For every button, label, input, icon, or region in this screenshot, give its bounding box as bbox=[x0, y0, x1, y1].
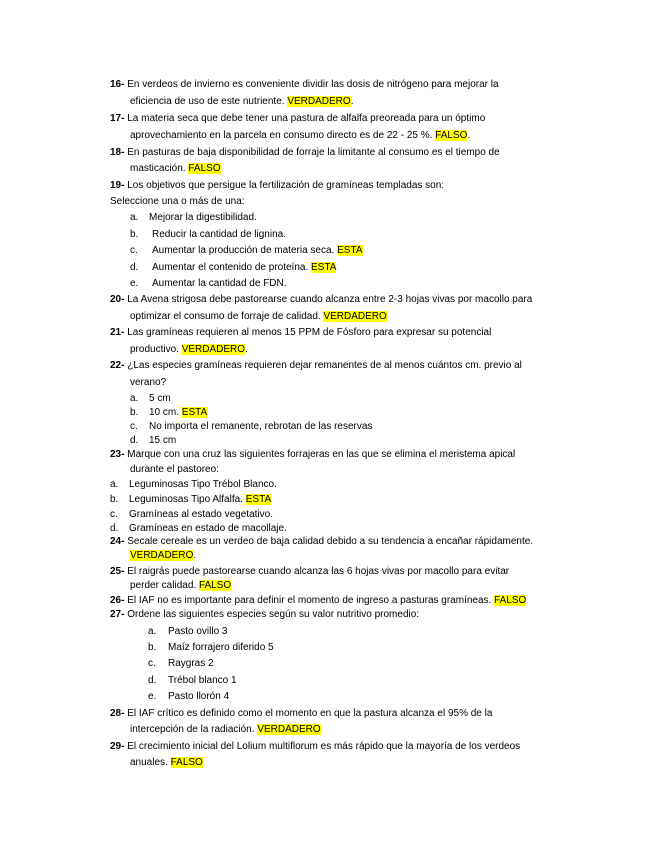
q19-option-d bbox=[130, 261, 337, 274]
q28-text-2: intercepción de la radiación. bbox=[130, 724, 255, 735]
q26-number: 26- bbox=[110, 595, 125, 606]
q27-option-text: Maíz forrajero diferido 5 bbox=[168, 642, 274, 653]
q23-line-1 bbox=[110, 448, 515, 461]
q19-option-c-answer: ESTA bbox=[337, 245, 363, 256]
q27-option-text: Raygras 2 bbox=[168, 658, 214, 669]
q19-option-text: Aumentar el contenido de proteína. bbox=[152, 262, 309, 273]
q18-number: 18- bbox=[110, 147, 125, 158]
q22-option-letter: a. bbox=[130, 393, 139, 404]
q29-line-2 bbox=[130, 756, 203, 769]
q16-line-2 bbox=[130, 95, 353, 108]
q22-option-letter: b. bbox=[130, 407, 139, 418]
q17-text-2: aprovechamiento en la parcela en consumo directo es de 22 - 25 %. bbox=[130, 130, 433, 141]
q27-number: 27- bbox=[110, 609, 125, 620]
q24-answer: VERDADERO bbox=[130, 550, 194, 561]
q23-option-letter: a. bbox=[110, 479, 119, 490]
q22-option-b-answer: ESTA bbox=[181, 407, 208, 418]
q27-option-text: Trébol blanco 1 bbox=[168, 675, 237, 686]
q16-text: En verdeos de invierno es conveniente dividir las dosis de nitrógeno para mejorar la bbox=[127, 79, 499, 90]
q19-option-letter: d. bbox=[130, 262, 139, 273]
q28-line-1 bbox=[110, 707, 492, 720]
q19-option-letter: a. bbox=[130, 212, 139, 223]
q22-option-text: 10 cm. bbox=[149, 407, 180, 418]
q29-line-1 bbox=[110, 740, 520, 753]
q19-option-c bbox=[130, 244, 363, 257]
q28-number: 28- bbox=[110, 708, 125, 719]
q26-answer: FALSO bbox=[494, 595, 527, 606]
q24-text: Secale cereale es un verdeo de baja calidad debido a su tendencia a encañar rápidamente. bbox=[127, 536, 534, 547]
q24-line-2 bbox=[130, 549, 196, 562]
q18-line-2 bbox=[130, 162, 221, 175]
q16-answer: VERDADERO bbox=[287, 96, 351, 107]
q27-option-d bbox=[148, 674, 237, 687]
q23-option-letter: d. bbox=[110, 523, 119, 534]
q21-text: Las gramíneas requieren al menos 15 PPM de Fósforo para expresar su potencial bbox=[127, 327, 492, 338]
q23-option-letter: c. bbox=[110, 509, 118, 520]
q19-line-1 bbox=[110, 179, 444, 192]
q19-option-d-answer: ESTA bbox=[311, 262, 337, 273]
q19-number: 19- bbox=[110, 180, 125, 191]
q29-number: 29- bbox=[110, 741, 125, 752]
q29-text-2: anuales. bbox=[130, 757, 168, 768]
q16-line-1 bbox=[110, 78, 499, 91]
q27-option-letter: c. bbox=[148, 658, 156, 669]
q17-number: 17- bbox=[110, 113, 125, 124]
q21-line-1 bbox=[110, 326, 491, 339]
q19-option-text: Aumentar la cantidad de FDN. bbox=[152, 278, 287, 289]
q22-text: ¿Las especies gramíneas requieren dejar remanentes de al menos cuántos cm. previo al bbox=[127, 360, 522, 371]
q25-line-2 bbox=[130, 579, 231, 592]
q26-line-1 bbox=[110, 594, 526, 607]
q23-number: 23- bbox=[110, 449, 125, 460]
q24-number: 24- bbox=[110, 536, 125, 547]
q22-option-a bbox=[130, 392, 171, 405]
q22-number: 22- bbox=[110, 360, 125, 371]
q24-tail: . bbox=[193, 550, 197, 561]
q23-line-2: durante el pastoreo: bbox=[130, 464, 219, 475]
q20-text-2: optimizar el consumo de forraje de calidad. bbox=[130, 311, 321, 322]
q27-text: Ordene las siguientes especies según su valor nutritivo promedio: bbox=[127, 609, 420, 620]
q20-line-2 bbox=[130, 310, 387, 323]
q25-answer: FALSO bbox=[198, 580, 232, 591]
q22-option-text: 5 cm bbox=[149, 393, 171, 404]
q19-text: Los objetivos que persigue la fertilización de gramíneas templadas son: bbox=[127, 180, 445, 191]
q19-option-letter: b. bbox=[130, 229, 139, 240]
q23-option-b-answer: ESTA bbox=[245, 494, 272, 505]
q18-answer: FALSO bbox=[188, 163, 221, 174]
q26-text: El IAF no es importante para definir el momento de ingreso a pasturas gramíneas. bbox=[127, 595, 492, 606]
q22-line-1 bbox=[110, 359, 522, 372]
q19-option-text: Mejorar la digestibilidad. bbox=[149, 212, 257, 223]
q22-option-letter: d. bbox=[130, 435, 139, 446]
q22-option-letter: c. bbox=[130, 421, 138, 432]
q21-text-2: productivo. bbox=[130, 344, 179, 355]
q25-number: 25- bbox=[110, 566, 125, 577]
q23-option-d bbox=[110, 522, 287, 535]
q27-option-text: Pasto ovillo 3 bbox=[168, 626, 228, 637]
q27-option-letter: e. bbox=[148, 691, 157, 702]
q23-option-text: Leguminosas Tipo Alfalfa. bbox=[129, 494, 243, 505]
q18-text-2: masticación. bbox=[130, 163, 186, 174]
q22-option-c bbox=[130, 420, 373, 433]
q19-option-text: Reducir la cantidad de lignina. bbox=[152, 229, 286, 240]
q27-option-letter: b. bbox=[148, 642, 157, 653]
q19-option-letter: c. bbox=[130, 245, 138, 256]
q20-line-1 bbox=[110, 293, 532, 306]
q18-text: En pasturas de baja disponibilidad de forraje la limitante al consumo es el tiempo de bbox=[127, 147, 500, 158]
q21-line-2 bbox=[130, 343, 248, 356]
q27-option-b bbox=[148, 641, 274, 654]
q19-option-b bbox=[130, 228, 286, 241]
q22-option-d bbox=[130, 434, 177, 447]
q19-option-a bbox=[130, 211, 257, 224]
q17-line-2 bbox=[130, 129, 470, 142]
q27-option-letter: a. bbox=[148, 626, 157, 637]
q22-line-2: verano? bbox=[130, 377, 167, 388]
q27-option-c bbox=[148, 657, 214, 670]
q16-number: 16- bbox=[110, 79, 125, 90]
q28-line-2 bbox=[130, 723, 321, 736]
q20-text: La Avena strigosa debe pastorearse cuando alcanza entre 2-3 hojas vivas por macollo para bbox=[127, 294, 533, 305]
q20-number: 20- bbox=[110, 294, 125, 305]
q17-answer: FALSO bbox=[435, 130, 468, 141]
q27-option-letter: d. bbox=[148, 675, 157, 686]
q29-answer: FALSO bbox=[170, 757, 203, 768]
q17-tail: . bbox=[467, 130, 471, 141]
q17-text: La materia seca que debe tener una pastura de alfalfa preoreada para un óptimo bbox=[127, 113, 486, 124]
q22-option-b bbox=[130, 406, 208, 419]
q25-text: El raigrás puede pastorearse cuando alcanza las 6 hojas vivas por macollo para evitar bbox=[127, 566, 510, 577]
q19-option-letter: e. bbox=[130, 278, 139, 289]
q23-option-text: Gramíneas en estado de macollaje. bbox=[129, 523, 287, 534]
q25-text-2: perder calidad. bbox=[130, 580, 197, 591]
q27-option-text: Pasto llorón 4 bbox=[168, 691, 230, 702]
q29-text: El crecimiento inicial del Lolium multiflorum es más rápido que la mayoría de los verdeos bbox=[127, 741, 521, 752]
q22-option-text: No importa el remanente, rebrotan de las reservas bbox=[149, 421, 373, 432]
q20-answer: VERDADERO bbox=[323, 311, 387, 322]
q23-option-text: Leguminosas Tipo Trébol Blanco. bbox=[129, 479, 277, 490]
q23-text: Marque con una cruz las siguientes forrajeras en las que se elimina el meristema apical bbox=[127, 449, 516, 460]
q19-option-text: Aumentar la producción de materia seca. bbox=[152, 245, 335, 256]
q27-line-1 bbox=[110, 608, 419, 621]
q16-text-2: eficiencia de uso de este nutriente. bbox=[130, 96, 285, 107]
q23-option-b bbox=[110, 493, 272, 506]
q23-option-a bbox=[110, 478, 277, 491]
q18-line-1 bbox=[110, 146, 500, 159]
q21-tail: . bbox=[245, 344, 248, 355]
q19-option-e bbox=[130, 277, 287, 290]
q21-number: 21- bbox=[110, 327, 125, 338]
q23-option-c bbox=[110, 508, 273, 521]
q27-option-a bbox=[148, 625, 228, 638]
q22-option-text: 15 cm bbox=[149, 435, 177, 446]
q28-text: El IAF crítico es definido como el momento en que la pastura alcanza el 95% de la bbox=[127, 708, 493, 719]
q23-option-letter: b. bbox=[110, 494, 119, 505]
q16-tail: . bbox=[350, 96, 354, 107]
q27-option-e bbox=[148, 690, 230, 703]
q24-line-1 bbox=[110, 535, 533, 548]
q25-line-1 bbox=[110, 565, 509, 578]
q17-line-1 bbox=[110, 112, 485, 125]
q28-answer: VERDADERO bbox=[257, 724, 321, 735]
q21-answer: VERDADERO bbox=[181, 344, 246, 355]
q23-option-text: Gramíneas al estado vegetativo. bbox=[129, 509, 273, 520]
q19-instruction: Seleccione una o más de una: bbox=[110, 196, 245, 207]
